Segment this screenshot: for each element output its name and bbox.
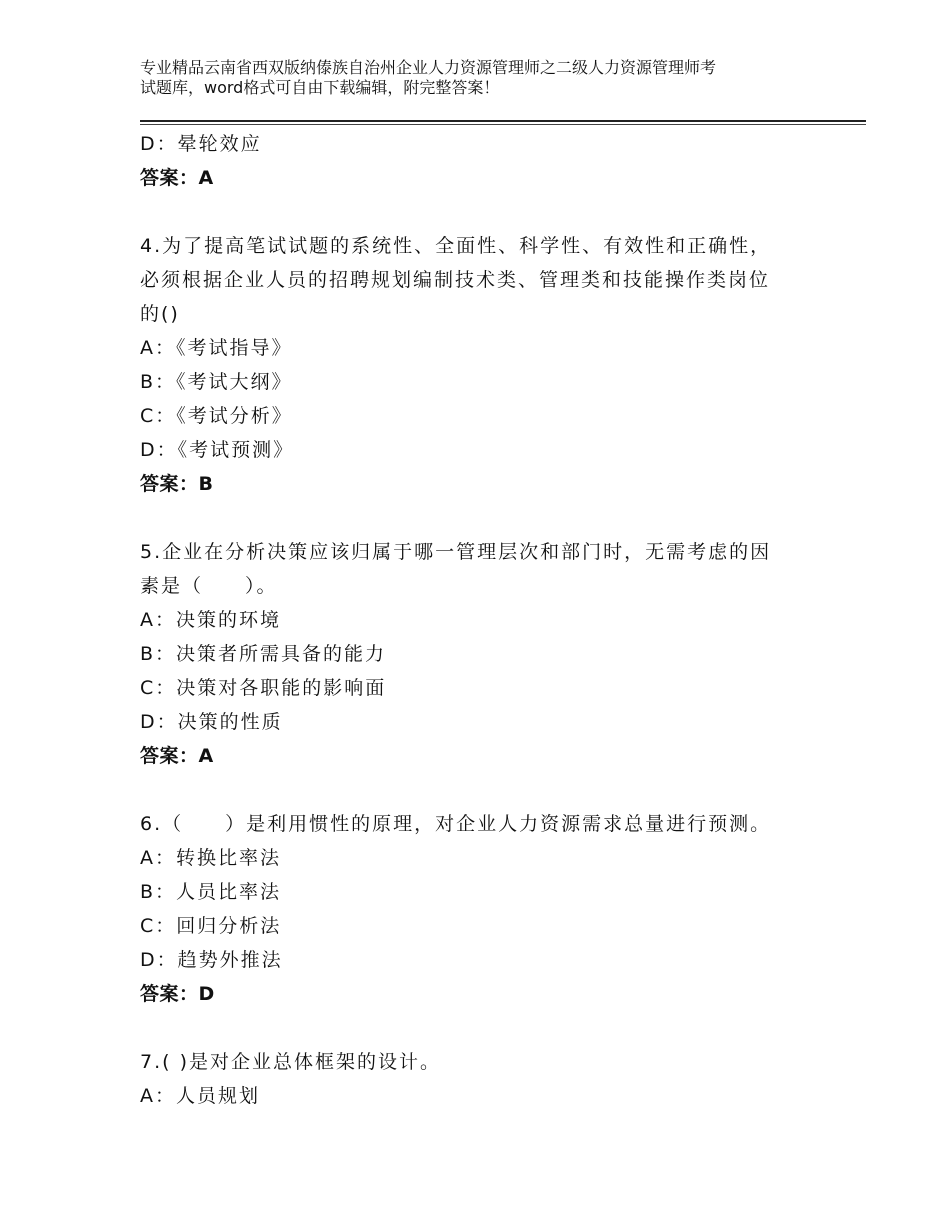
page-header — [140, 58, 840, 98]
option-text: D：晕轮效应 — [140, 133, 262, 155]
blank-line — [140, 1011, 840, 1045]
header-line-1: 专业精品云南省西双版纳傣族自治州企业人力资源管理师之二级人力资源管理师考 — [140, 58, 717, 77]
option-text: B：《考试大纲》 — [140, 371, 293, 393]
question-text: 5.企业在分析决策应该归属于哪一管理层次和部门时，无需考虑的因 — [140, 541, 772, 563]
header-line-2: 试题库，word格式可自由下载编辑，附完整答案！ — [140, 78, 500, 97]
option-text: C：《考试分析》 — [140, 405, 293, 427]
option-text: A：《考试指导》 — [140, 337, 293, 359]
blank-line — [140, 195, 840, 229]
question-list — [140, 127, 840, 1113]
answer-line: 答案：D — [140, 983, 215, 1005]
option-text: B：人员比率法 — [140, 881, 282, 903]
question-text: 素是（ ）。 — [140, 575, 278, 597]
option-text: A：转换比率法 — [140, 847, 281, 869]
blank-line — [140, 501, 840, 535]
question-text: 必须根据企业人员的招聘规划编制技术类、管理类和技能操作类岗位 — [140, 269, 771, 291]
option-text: C：回归分析法 — [140, 915, 282, 937]
answer-line: 答案：A — [140, 167, 214, 189]
option-text: D：决策的性质 — [140, 711, 283, 733]
header-divider-thin — [140, 124, 866, 125]
blank-line — [140, 773, 840, 807]
answer-line: 答案：A — [140, 745, 214, 767]
question-text: 的() — [140, 303, 180, 325]
header-divider-thick — [140, 120, 866, 122]
question-text: 7.( )是对企业总体框架的设计。 — [140, 1051, 441, 1073]
option-text: D：趋势外推法 — [140, 949, 283, 971]
option-text: C：决策对各职能的影响面 — [140, 677, 387, 699]
answer-line: 答案：B — [140, 473, 214, 495]
option-text: D：《考试预测》 — [140, 439, 295, 461]
option-text: A：人员规划 — [140, 1085, 260, 1107]
option-text: A：决策的环境 — [140, 609, 281, 631]
question-text: 4.为了提高笔试试题的系统性、全面性、科学性、有效性和正确性， — [140, 235, 772, 257]
option-text: B：决策者所需具备的能力 — [140, 643, 387, 665]
question-text: 6.（ ）是利用惯性的原理，对企业人力资源需求总量进行预测。 — [140, 813, 772, 835]
